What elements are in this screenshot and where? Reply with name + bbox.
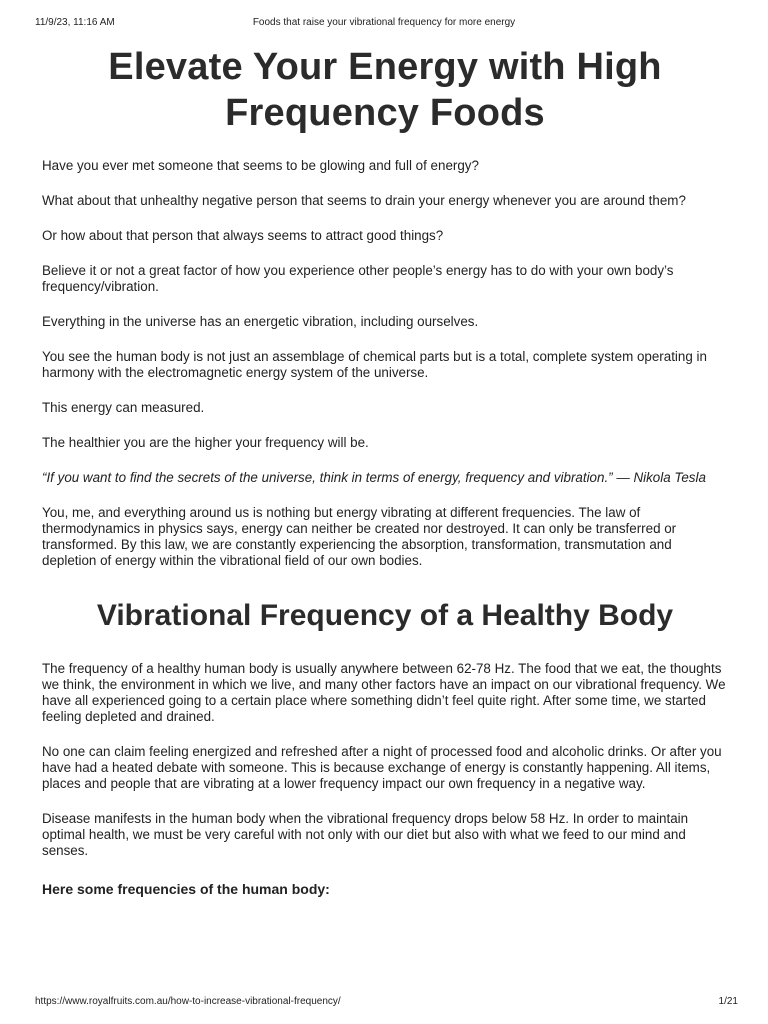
source-url: https://www.royalfruits.com.au/how-to-increase-vibrational-frequency/ — [35, 996, 341, 1007]
print-footer — [0, 996, 768, 1010]
frequencies-subheading: Here some frequencies of the human body: — [42, 881, 330, 897]
tesla-quote: “If you want to find the secrets of the universe, think in terms of energy, frequency and vibration.” — Nikola Tesla — [42, 470, 706, 485]
article-title: Elevate Your Energy with High Frequency Foods — [108, 46, 662, 134]
intro-paragraph: What about that unhealthy negative person that seems to drain your energy whenever you are around them? — [42, 193, 686, 208]
print-page-title: Foods that raise your vibrational frequency for more energy — [252, 17, 516, 28]
section-paragraph: The frequency of a healthy human body is usually anywhere between 62-78 Hz. The food that we eat, the thoughts we think, the environment in which we live, and many other factors have an impact on our vibrational frequency. We have all experienced going to a certain place where something didn’t feel quite right. After some time, we started feeling depleted and drained. — [42, 661, 726, 724]
intro-paragraph: Believe it or not a great factor of how you experience other people’s energy has to do with your own body’s frequency/vibration. — [42, 263, 674, 294]
intro-paragraph: The healthier you are the higher your frequency will be. — [42, 435, 369, 450]
section-title: Vibrational Frequency of a Healthy Body — [96, 599, 674, 632]
intro-paragraph: Everything in the universe has an energetic vibration, including ourselves. — [42, 314, 479, 329]
page-number: 1/21 — [718, 996, 738, 1007]
section-paragraph: Disease manifests in the human body when the vibrational frequency drops below 58 Hz. In order to maintain optimal health, we must be very careful with not only with our diet but also with what we feed to our mind and senses. — [42, 811, 689, 858]
print-datetime: 11/9/23, 11:16 AM — [35, 17, 115, 28]
print-header — [0, 17, 768, 31]
intro-paragraph: Have you ever met someone that seems to be glowing and full of energy? — [42, 158, 479, 173]
intro-paragraph: Or how about that person that always seems to attract good things? — [42, 228, 444, 243]
intro-paragraph: You see the human body is not just an assemblage of chemical parts but is a total, complete system operating in harmony with the electromagnetic energy system of the universe. — [42, 349, 707, 380]
closing-paragraph: You, me, and everything around us is nothing but energy vibrating at different frequencies. The law of thermodynamics in physics says, energy can neither be created nor destroyed. It can only be transferred or transformed. By this law, we are constantly experiencing the absorption, transformation, transmutation and depletion of energy within the vibrational field of our own bodies. — [42, 505, 677, 568]
section-paragraph: No one can claim feeling energized and refreshed after a night of processed food and alcoholic drinks. Or after you have had a heated debate with someone. This is because exchange of energy is constantly happening. All items, places and people that are vibrating at a lower frequency impact our own frequency in a negative way. — [42, 744, 722, 791]
intro-paragraph: This energy can measured. — [42, 400, 205, 415]
article-body — [42, 44, 728, 916]
